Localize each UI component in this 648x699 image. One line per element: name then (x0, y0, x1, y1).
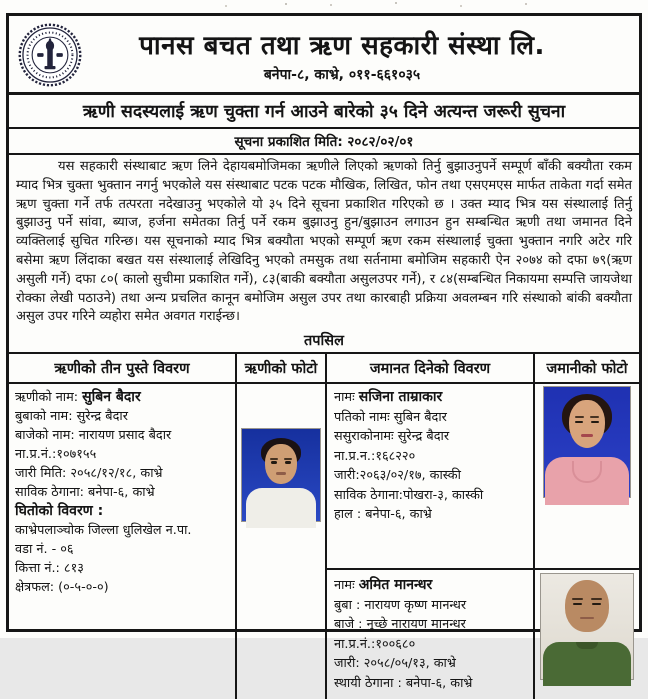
portrait-eye (285, 461, 291, 464)
portrait-mouth (581, 434, 593, 437)
portrait-eyebrow (575, 416, 584, 418)
guarantor1-photo-cell (535, 384, 639, 570)
collateral-line: वडा नं. - ०६ (15, 542, 74, 558)
tapasil-heading: तपसिल (304, 333, 344, 350)
guarantor2-details-cell (327, 570, 535, 699)
guarantor2-photo (540, 573, 634, 680)
borrower-photo-cell (237, 384, 327, 699)
borrower-details-cell (9, 384, 237, 699)
column-header-borrower-details: ऋणीको तीन पुस्ते विवरण (9, 354, 237, 384)
portrait-eye (575, 421, 582, 424)
portrait-eyebrow (270, 458, 278, 460)
borrower-detail-line: जारी मिति: २०५८/१२/१८, काभ्रे (15, 466, 163, 482)
notice-frame (6, 13, 642, 691)
portrait-mouth (276, 472, 286, 475)
borrower-detail-line: ना.प्र.नं.:१०७१५५ (15, 447, 97, 463)
guarantor2-detail-line: बाजे : नुच्छे नारायण मानन्धर (334, 617, 466, 633)
portrait-eyebrow (284, 458, 292, 460)
portrait-eyebrow (591, 598, 602, 600)
portrait-shirt (543, 642, 631, 686)
portrait-shirt (246, 488, 316, 528)
details-table (9, 352, 639, 691)
guarantor2-detail-line: जारी: २०५८/०५/१३, काभ्रे (334, 656, 456, 672)
guarantor2-name-line (334, 576, 526, 596)
cooperative-seal-icon (17, 22, 83, 88)
collateral-line: क्षेत्रफल: (०-५-०-०) (15, 580, 109, 596)
guarantor2-detail-line: ना.प्र.नं.:१००६८० (334, 636, 416, 652)
portrait-eye (592, 603, 601, 606)
notice-header (9, 16, 639, 92)
guarantor1-detail-line: ससुराकोनामः सुरेन्द्र बैदार (334, 429, 450, 445)
portrait-face (569, 400, 605, 448)
guarantor1-details-cell (327, 384, 535, 570)
notice-title: ऋणी सदस्यलाई ऋण चुक्ता गर्न आउने बारेको ३५ दिने अत्यन्त जरूरी सुचना (9, 92, 639, 129)
borrower-photo (241, 428, 321, 522)
header-text-block (83, 26, 631, 84)
column-header-borrower-photo: ऋणीको फोटो (237, 354, 327, 384)
portrait-eye (573, 603, 582, 606)
borrower-name-label: ऋणीको नाम: (15, 390, 83, 406)
column-header-guarantor-photo: जमानीको फोटो (535, 354, 639, 384)
portrait-eyebrow (590, 416, 599, 418)
portrait-hoodie (545, 457, 629, 505)
collateral-line: काभ्रेपलाञ्चोक जिल्ला धुलिखेल न.पा. (15, 523, 192, 539)
guarantor1-name-line (334, 388, 526, 408)
guarantor1-name: सजिना ताम्राकार (358, 389, 443, 406)
portrait-eyebrow (572, 598, 583, 600)
borrower-detail-line: साविक ठेगाना: बनेपा-६, काभ्रे (15, 485, 155, 501)
org-name: पानस बचत तथा ऋण सहकारी संस्था लि. (139, 31, 545, 61)
portrait-mouth (580, 617, 594, 620)
column-header-guarantor-details: जमानत दिनेको विवरण (327, 354, 535, 384)
borrower-detail-line: बुबाको नाम: सुरेन्द्र बैदार (15, 409, 128, 425)
borrower-name: सुबिन बैदार (82, 389, 141, 406)
borrower-name-line (15, 388, 229, 407)
portrait-face (565, 580, 609, 632)
org-address: बनेपा-८, काभ्रे, ०११-६६१०३५ (263, 67, 421, 83)
portrait-eye (271, 461, 277, 464)
guarantor1-photo (543, 386, 631, 498)
borrower-detail-line: बाजेको नाम: नारायण प्रसाद बैदार (15, 428, 172, 444)
collateral-heading: घितोको विवरण : (15, 503, 104, 520)
guarantor1-name-label: नामः (334, 390, 359, 406)
guarantor2-name: अमित मानन्धर (358, 577, 433, 594)
guarantor1-detail-line: साविक ठेगाना:पोखरा-३, कास्की (334, 487, 484, 503)
scan-artifact-specks (285, 3, 287, 5)
guarantor1-detail-line: जारी:२०६३/०२/१७, कास्की (334, 468, 461, 484)
portrait-face (265, 444, 297, 484)
guarantor2-detail-line: स्थायी ठेगाना : बनेपा-६, काभ्रे (334, 675, 473, 691)
published-date: सूचना प्रकाशित मिति: २०८२/०२/०१ (9, 129, 639, 155)
guarantor1-detail-line: ना.प्र.न.:१६८२२० (334, 448, 416, 464)
guarantor2-detail-line: बुबा : नारायण कृष्ण मानन्धर (334, 597, 467, 613)
guarantor2-name-label: नामः (334, 578, 359, 594)
notice-body-paragraph: यस सहकारी संस्थाबाट ऋण लिने देहायबमोजिमका ऋणीले लिएको ऋणको तिर्नु बुझाउनुपर्ने सम्पूर्ण बाँकी बक्यौता रकम म्याद भित्र चुक्ता भुक्तान नगर्नु भएकोले यस संस्थाबाट पटक पटक मौखिक, लिखित, फोन तथा एसएमएस मार्फत ताकेता गर्दा समेत ऋण चुक्ता गर्ने तर्फ तत्परता नदेखाउनु भएकोले यो ३५ दिने सूचना प्रकाशित गरिएको छ । उक्त म्याद भित्र यस संस्थालाई तिर्नु बुझाउनु पर्ने सांवा, ब्याज, हर्जना समेतका तिर्नु पर्ने रकम बुझाउनु हुन/बुझाउन लगाउन हुन सम्बन्धित ऋणी तथा जमानत दिने व्यक्तिलाई सुचित गरिन्छ। यस सूचनाको म्याद भित्र बक्यौता भएको सम्पूर्ण ऋण रकम संस्थालाई चुक्ता भुक्तान नगरि अटेर गरि बसेमा ऋण लिंदाका बखत यस संस्थालाई लेखिदिनु भएको तमसुक तथा सर्तनामा बमोजिम सहकारी ऐन २०७४ को दफा ७९(ऋण असुली गर्ने) दफा ८०( कालो सुचीमा प्रकाशित गर्ने), ८३(बाकी बक्यौता असुलउपर गर्ने), र ८४(सम्बन्धित निकायमा सम्पत्ति जायजेथा रोक्का लेखी पठाउने) तथा अन्य प्रचलित कानून बमोजिम असुल उपर तथा कारबाही प्रक्रिया अवलम्बन गरि संस्थाको बांकी बक्यौता असुल उपर गरिने व्यहोरा समेत अवगत गराईन्छ। (16, 159, 633, 325)
portrait-eye (591, 421, 598, 424)
guarantor1-detail-line: पतिको नामः सुबिन बैदार (334, 409, 447, 425)
guarantor1-detail-line: हाल : बनेपा-६, काभ्रे (334, 507, 432, 523)
collateral-line: कित्ता नं.: ८१३ (15, 561, 84, 577)
guarantor2-photo-cell (535, 570, 639, 699)
